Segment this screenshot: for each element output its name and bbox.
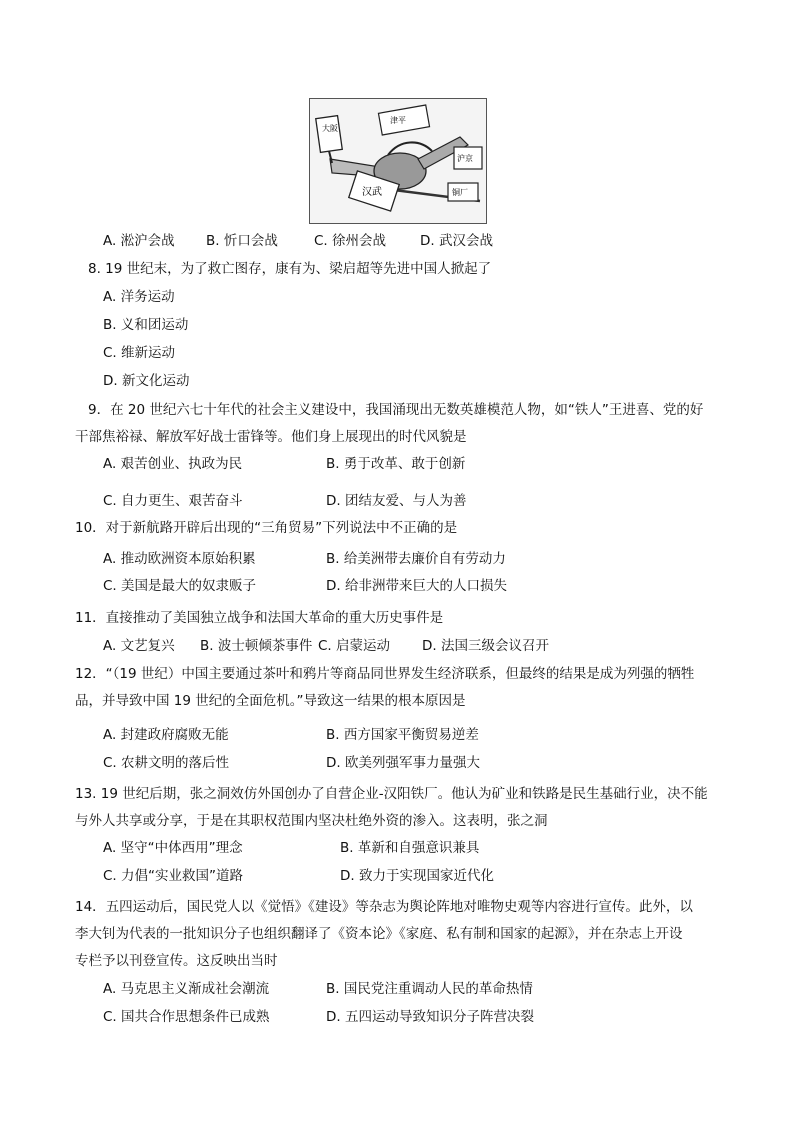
- option-a[interactable]: A. 马克思主义渐成社会潮流: [103, 981, 270, 997]
- option-c[interactable]: C. 启蒙运动: [318, 638, 391, 654]
- figure-label: 汉武: [362, 187, 382, 198]
- option-b[interactable]: B. 革新和自强意识兼具: [340, 840, 480, 856]
- option-a[interactable]: A. 淞沪会战: [103, 233, 175, 249]
- option-d[interactable]: D. 武汉会战: [420, 233, 493, 249]
- option-c[interactable]: C. 美国是最大的奴隶贩子: [103, 578, 257, 594]
- question-stem: 10．对于新航路开辟后出现的“三角贸易”下列说法中不正确的是: [75, 520, 458, 536]
- option-c[interactable]: C. 国共合作思想条件已成熟: [103, 1009, 270, 1025]
- question-stem-line: 专栏予以刊登宣传。这反映出当时: [75, 953, 278, 969]
- question-stem-line: 14．五四运动后，国民党人以《觉悟》《建设》等杂志为舆论阵地对唯物史观等内容进行宣传。此外，以: [75, 899, 693, 915]
- question-stem-line: 9．在 20 世纪六七十年代的社会主义建设中，我国涌现出无数英雄模范人物，如“铁人”王进喜、党的好: [88, 402, 704, 418]
- option-b[interactable]: B. 国民党注重调动人民的革命热情: [326, 981, 533, 997]
- option-a[interactable]: A. 文艺复兴: [103, 638, 175, 654]
- option-d[interactable]: D. 致力于实现国家近代化: [340, 868, 494, 884]
- option-b[interactable]: B. 给美洲带去廉价自有劳动力: [326, 551, 506, 567]
- cartoon-drawing: [310, 99, 486, 223]
- question-stem-line: 干部焦裕禄、解放军好战士雷锋等。他们身上展现出的时代风貌是: [75, 429, 467, 445]
- cartoon-figure: [309, 98, 487, 224]
- option-b[interactable]: B. 波士顿倾茶事件: [200, 638, 313, 654]
- option-a[interactable]: A. 封建政府腐败无能: [103, 727, 229, 743]
- option-d[interactable]: D. 给非洲带来巨大的人口损失: [326, 578, 507, 594]
- option-d[interactable]: D. 新文化运动: [103, 373, 190, 389]
- question-stem-line: 13. 19 世纪后期，张之洞效仿外国创办了自营企业-汉阳铁厂。他认为矿业和铁路是民生基础行业，决不能: [75, 786, 708, 802]
- option-c[interactable]: C. 力倡“实业救国”道路: [103, 868, 243, 884]
- option-a[interactable]: A. 洋务运动: [103, 289, 175, 305]
- question-stem-line: 与外人共享或分享，于是在其职权范围内坚决杜绝外资的渗入。这表明，张之洞: [75, 813, 548, 829]
- option-c[interactable]: C. 徐州会战: [314, 233, 387, 249]
- figure-label: 沪京: [457, 154, 473, 163]
- option-d[interactable]: D. 法国三级会议召开: [422, 638, 549, 654]
- question-stem-line: 李大钊为代表的一批知识分子也组织翻译了《资本论》《家庭、私有制和国家的起源》，并在杂志上开设: [75, 926, 683, 942]
- question-stem: 8. 19 世纪末，为了救亡图存，康有为、梁启超等先进中国人掀起了: [88, 261, 492, 277]
- option-b[interactable]: B. 西方国家平衡贸易逆差: [326, 727, 479, 743]
- option-b[interactable]: B. 义和团运动: [103, 317, 189, 333]
- question-stem-line: 品，并导致中国 19 世纪的全面危机。”导致这一结果的根本原因是: [75, 693, 466, 709]
- question-stem-line: 12．“（19 世纪）中国主要通过茶叶和鸦片等商品同世界发生经济联系，但最终的结果是成为列强的牺牲: [75, 666, 695, 682]
- question-stem: 11．直接推动了美国独立战争和法国大革命的重大历史事件是: [75, 610, 444, 626]
- option-b[interactable]: B. 忻口会战: [206, 233, 278, 249]
- option-a[interactable]: A. 推动欧洲资本原始积累: [103, 551, 256, 567]
- option-d[interactable]: D. 欧美列强军事力量强大: [326, 755, 480, 771]
- option-a[interactable]: A. 坚守“中体西用”理念: [103, 840, 243, 856]
- option-c[interactable]: C. 自力更生、艰苦奋斗: [103, 493, 243, 509]
- option-c[interactable]: C. 维新运动: [103, 345, 176, 361]
- figure-label: 津平: [390, 116, 406, 125]
- option-d[interactable]: D. 团结友爱、与人为善: [326, 493, 467, 509]
- option-d[interactable]: D. 五四运动导致知识分子阵营决裂: [326, 1009, 534, 1025]
- figure-label: 大阪: [322, 124, 338, 133]
- option-b[interactable]: B. 勇于改革、敢于创新: [326, 456, 466, 472]
- option-c[interactable]: C. 农耕文明的落后性: [103, 755, 230, 771]
- figure-label: 铜厂: [452, 188, 468, 197]
- option-a[interactable]: A. 艰苦创业、执政为民: [103, 456, 243, 472]
